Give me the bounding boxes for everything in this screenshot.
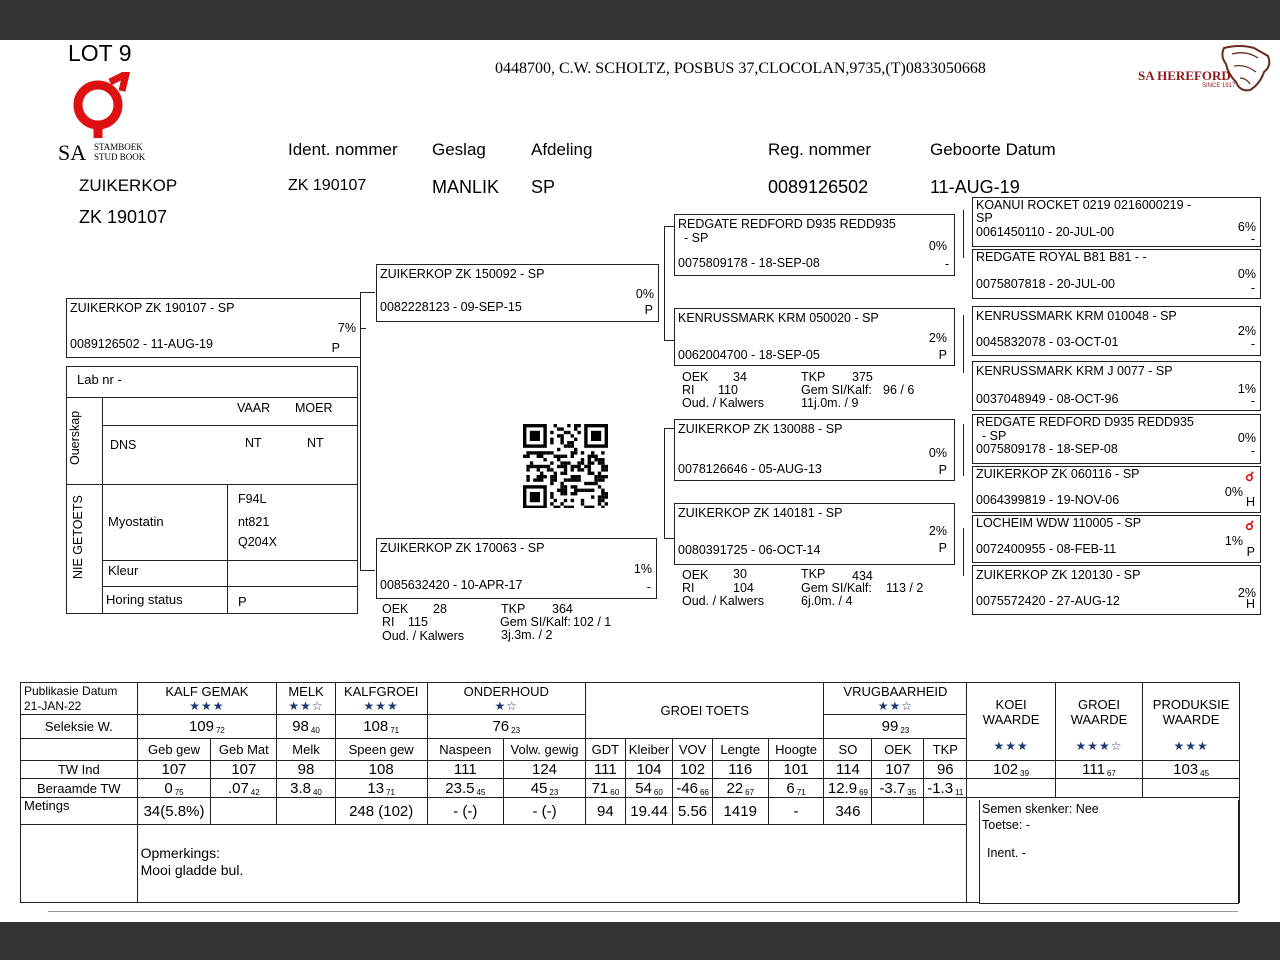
- met-value: 5.56: [673, 798, 713, 825]
- dd-status: P: [938, 541, 947, 555]
- gender-header: Geslag: [432, 140, 486, 159]
- birth-header: Geboorte Datum: [930, 140, 1056, 159]
- connector-sire-top: [664, 226, 674, 227]
- col-header: Geb Mat: [211, 739, 277, 761]
- connector-dam-bottom: [664, 538, 674, 539]
- division-header: Afdeling: [531, 140, 593, 159]
- dd-ri-value: 104: [733, 581, 754, 595]
- melk-header: MELK: [288, 683, 324, 699]
- groei-stars: ★★★☆: [1075, 739, 1123, 753]
- sire-ri-value: 110: [718, 383, 738, 397]
- g7-pct: 1%: [1224, 534, 1243, 548]
- vaar-header: VAAR: [237, 401, 271, 415]
- g7-status: P: [1246, 545, 1255, 559]
- dam-oek-value: 28: [433, 602, 447, 616]
- met-label: Metings: [21, 798, 138, 825]
- blank-cell: [967, 779, 1055, 798]
- lab-nr: Lab nr -: [77, 372, 122, 387]
- g6-status: H: [1245, 495, 1255, 509]
- pub-cell: [21, 683, 138, 715]
- groei-waarde-1: GROEI: [1078, 697, 1120, 712]
- ss-name2: - SP: [684, 231, 709, 245]
- lab-left-divider: [102, 397, 103, 613]
- g1-status: -: [1250, 232, 1255, 246]
- dd-oek-value: 30: [733, 567, 747, 581]
- g6-name: ZUIKERKOP ZK 060116 - SP: [976, 467, 1140, 481]
- btw-value: 54 $_{60}$: [625, 779, 672, 798]
- tw-value: 107: [137, 761, 211, 779]
- col-header: Lengte: [712, 739, 768, 761]
- g3-name: KENRUSSMARK KRM 010048 - SP: [976, 309, 1177, 323]
- ds-line2: 0078126646 - 05-AUG-13: [678, 462, 822, 476]
- groei-tw: 111 $_{67}$: [1055, 761, 1142, 779]
- dam-age-value: 3j.3m. / 2: [501, 628, 553, 642]
- horing-divider: [102, 586, 357, 587]
- ss-name: REDGATE REDFORD D935 REDD935: [678, 217, 896, 231]
- sire-oek-label: OEK: [682, 370, 709, 384]
- dd-pct: 2%: [928, 524, 947, 538]
- dam-name: ZUIKERKOP ZK 170063 - SP: [380, 541, 545, 555]
- tw-value: 114: [824, 761, 872, 779]
- self-name: ZUIKERKOP ZK 190107 - SP: [70, 301, 235, 315]
- koei-stars: ★★★: [993, 739, 1029, 753]
- animal-division: SP: [531, 177, 556, 197]
- kalfgroei-stars: ★★★: [363, 698, 399, 713]
- sire-oek-value: 34: [733, 370, 747, 384]
- kleur-divider: [102, 560, 357, 561]
- blank-header: [21, 739, 138, 761]
- kleur-label: Kleur: [108, 563, 139, 578]
- g1-pct: 6%: [1237, 220, 1256, 234]
- produksie-waarde-1: PRODUKSIE: [1152, 697, 1230, 712]
- opm-blank: [21, 825, 138, 903]
- prod-tw: 103 $_{45}$: [1143, 761, 1240, 779]
- g3-status: -: [1250, 337, 1255, 351]
- dns-moer: NT: [307, 436, 324, 450]
- seleksie-kalf: 109 $_{72}$: [137, 715, 277, 739]
- met-value: [277, 798, 336, 825]
- connector-ss: [963, 210, 964, 258]
- horing-label: Horing status: [106, 592, 183, 607]
- g3-line2: 0045832078 - 03-OCT-01: [976, 335, 1119, 349]
- btw-value: 12.9 $_{69}$: [824, 779, 872, 798]
- dns-vaar: NT: [245, 436, 262, 450]
- col-header: Hoogte: [768, 739, 824, 761]
- pedigree-sire-sire[interactable]: [674, 214, 955, 276]
- vrug-stars: ★★☆: [877, 698, 914, 713]
- col-header: Geb gew: [137, 739, 211, 761]
- animal-ident: ZK 190107: [288, 177, 367, 194]
- opmerkings-text: Mooi gladde bul.: [140, 862, 244, 878]
- dd-gem-value: 113 / 2: [886, 581, 924, 595]
- g5-line2: 0075809178 - 18-SEP-08: [976, 442, 1118, 456]
- lot-number: LOT 9: [68, 40, 132, 66]
- sd-pct: 2%: [928, 331, 947, 345]
- connector-self-dam: [360, 570, 375, 571]
- studbook-logo: [60, 72, 160, 164]
- dam-status: -: [646, 580, 651, 594]
- dam-pct: 1%: [633, 562, 652, 576]
- pedigree-self[interactable]: [66, 298, 361, 358]
- sd-status: P: [938, 348, 947, 362]
- kalf-gemak-header: KALF GEMAK: [165, 683, 249, 699]
- seleksie-label: Seleksie W.: [21, 715, 138, 739]
- vrug-header: VRUGBAARHEID: [843, 683, 948, 699]
- g7-line2: 0072400955 - 08-FEB-11: [976, 542, 1117, 556]
- btw-label: Beraamde TW: [21, 779, 138, 798]
- pedigree-g1[interactable]: [972, 197, 1261, 247]
- connector-sire-bottom: [664, 340, 674, 341]
- g8-name: ZUIKERKOP ZK 120130 - SP: [976, 568, 1141, 582]
- kalfgroei-header: KALFGROEI: [343, 683, 419, 699]
- met-value: [211, 798, 277, 825]
- pedigree-dam-dam[interactable]: [674, 503, 955, 565]
- pedigree-g4[interactable]: [972, 361, 1261, 411]
- ss-status: -: [944, 257, 949, 271]
- pedigree-g2[interactable]: [972, 249, 1261, 299]
- myostatin-value-3: Q204X: [238, 535, 277, 549]
- produksie-waarde-cell: [1143, 683, 1240, 761]
- g1-name2: SP: [976, 211, 993, 225]
- connector-sire: [664, 226, 665, 340]
- melk-stars: ★★☆: [288, 698, 324, 713]
- dam-ri-value: 115: [408, 615, 428, 629]
- animal-name: ZUIKERKOP: [79, 176, 178, 195]
- sire-tkp-label: TKP: [801, 370, 826, 384]
- produksie-waarde-2: WAARDE: [1162, 712, 1220, 727]
- reg-header: Reg. nommer: [768, 140, 871, 159]
- col-header: TKP: [924, 739, 967, 761]
- col-header: Volw. gewig: [504, 739, 586, 761]
- sire-age-value: 11j.0m. / 9: [801, 396, 859, 410]
- g8-status: H: [1245, 597, 1255, 611]
- dd-oek-label: OEK: [682, 568, 709, 582]
- bottom-bar: [0, 922, 1280, 960]
- dam-tkp-label: TKP: [501, 602, 526, 616]
- dam-gem-label: Gem SI/Kalf:: [500, 615, 571, 629]
- dam-oek-label: OEK: [382, 602, 409, 616]
- value-col-divider: [227, 484, 228, 614]
- opmerkings-label: Opmerkings:: [140, 845, 220, 861]
- g2-name: REDGATE ROYAL B81 B81 - -: [976, 250, 1147, 264]
- sire-line2: 0082228123 - 09-SEP-15: [380, 300, 522, 314]
- pedigree-g6[interactable]: [972, 466, 1261, 513]
- pedigree-g5[interactable]: [972, 414, 1261, 464]
- sire-oud-label: Oud. / Kalwers: [682, 396, 764, 410]
- btw-value: 71 $_{60}$: [585, 779, 625, 798]
- btw-value: 0 $_{75}$: [137, 779, 211, 798]
- btw-value: 6 $_{71}$: [768, 779, 824, 798]
- connector-sd: [963, 315, 964, 373]
- btw-value: 22 $_{67}$: [712, 779, 768, 798]
- onderhoud-header: ONDERHOUD: [463, 683, 549, 699]
- tw-value: 104: [625, 761, 672, 779]
- studbook-sa: SA: [58, 140, 87, 165]
- tw-value: 96: [924, 761, 967, 779]
- dam-ri-label: RI: [382, 615, 395, 629]
- inent: Inent. -: [987, 846, 1026, 860]
- tw-value: 98: [277, 761, 336, 779]
- g2-status: -: [1250, 281, 1255, 295]
- moer-header: MOER: [295, 401, 333, 415]
- met-value: 94: [585, 798, 625, 825]
- g1-name: KOANUI ROCKET 0219 0216000219 -: [976, 198, 1192, 212]
- btw-value: 23.5 $_{45}$: [427, 779, 504, 798]
- onderhoud-stars: ★☆: [494, 698, 518, 713]
- btw-value: -46 $_{66}$: [673, 779, 713, 798]
- col-header: Kleiber: [625, 739, 672, 761]
- dns-divider-top: [102, 425, 357, 426]
- self-line2: 0089126502 - 11-AUG-19: [70, 337, 213, 351]
- dd-tkp-value: 434: [852, 569, 873, 583]
- animal-gender: MANLIK: [432, 177, 500, 197]
- pedigree-g7[interactable]: [972, 515, 1261, 563]
- myostatin-value-2: nt821: [238, 515, 270, 529]
- ds-status: P: [938, 463, 947, 477]
- g6-line2: 0064399819 - 19-NOV-06: [976, 493, 1120, 507]
- sire-ri-label: RI: [682, 383, 695, 397]
- dam-tkp-value: 364: [552, 602, 573, 616]
- ouerskap-label: Ouerskap: [68, 410, 82, 465]
- tw-value: 111: [427, 761, 504, 779]
- kalfgroei-cell: [335, 683, 427, 715]
- lab-divider: [67, 397, 357, 398]
- btw-value: -1.3 $_{11}$: [924, 779, 967, 798]
- opmerkings-cell: [137, 825, 967, 903]
- koei-waarde-2: WAARDE: [982, 712, 1040, 727]
- connector-self-sire: [360, 292, 375, 293]
- met-value: 19.44: [625, 798, 672, 825]
- blank-cell: [1055, 779, 1142, 798]
- dam-gem-value: 102 / 1: [573, 615, 612, 629]
- g8-line2: 0075572420 - 27-AUG-12: [976, 594, 1120, 608]
- tw-value: 101: [768, 761, 824, 779]
- connector-dam: [664, 428, 665, 538]
- seleksie-vrug: 99 $_{23}$: [824, 715, 967, 739]
- self-status: P: [331, 341, 340, 355]
- self-pct: 7%: [337, 321, 356, 335]
- col-header: VOV: [673, 739, 713, 761]
- hereford-name: SA HEREFORD: [1138, 68, 1231, 83]
- dd-age-value: 6j.0m. / 4: [801, 594, 853, 608]
- ss-line2: 0075809178 - 18-SEP-08: [678, 256, 820, 270]
- koei-waarde-1: KOEI: [995, 697, 1027, 712]
- btw-value: 13 $_{71}$: [335, 779, 427, 798]
- tw-value: 116: [712, 761, 768, 779]
- pedigree-g8[interactable]: [972, 565, 1261, 615]
- tw-label: TW Ind: [21, 761, 138, 779]
- ds-name: ZUIKERKOP ZK 130088 - SP: [678, 422, 843, 436]
- pedigree-dam[interactable]: [376, 538, 657, 599]
- met-value: 1419: [712, 798, 768, 825]
- g4-name: KENRUSSMARK KRM J 0077 - SP: [976, 364, 1173, 378]
- g7-name: LOCHEIM WDW 110005 - SP: [976, 516, 1142, 530]
- seleksie-onderhoud: 76 $_{23}$: [427, 715, 585, 739]
- met-value: 34(5.8%): [137, 798, 211, 825]
- dd-tkp-label: TKP: [801, 567, 826, 581]
- g1-line2: 0061450110 - 20-JUL-00: [976, 225, 1115, 239]
- kalf-gemak-cell: [137, 683, 277, 715]
- ouerskap-divider: [67, 484, 357, 485]
- g4-status: -: [1250, 394, 1255, 408]
- qr-code-icon: [523, 424, 609, 508]
- btw-value: 3.8 $_{40}$: [277, 779, 336, 798]
- myostatin-label: Myostatin: [108, 514, 164, 529]
- g6-pct: 0%: [1224, 485, 1243, 499]
- vrug-cell: [824, 683, 967, 715]
- toetse: Toetse: -: [982, 818, 1030, 832]
- studbook-line1: STAMBOEK: [94, 142, 143, 152]
- met-value: -: [768, 798, 824, 825]
- g8-pct: 2%: [1237, 586, 1256, 600]
- connector-dam-top: [664, 428, 674, 429]
- pub-label: Publikasie Datum: [24, 683, 118, 698]
- groei-waarde-cell: [1055, 683, 1142, 761]
- sd-name: KENRUSSMARK KRM 050020 - SP: [678, 311, 879, 325]
- tw-value: 107: [211, 761, 277, 779]
- breeder-line: 0448700, C.W. SCHOLTZ, POSBUS 37,CLOCOLAN,9735,(T)0833050668: [495, 60, 986, 77]
- kalf-gemak-stars: ★★★: [189, 698, 225, 713]
- pedigree-dam-sire[interactable]: [674, 419, 955, 481]
- g6-flag-icon: ☌: [1245, 469, 1254, 484]
- sire-gem-value: 96 / 6: [883, 383, 915, 397]
- connector-ds: [963, 424, 964, 476]
- top-bar: [0, 0, 1280, 40]
- tw-value: 124: [504, 761, 586, 779]
- produksie-stars: ★★★: [1173, 739, 1209, 753]
- sire-gem-label: Gem SI/Kalf:: [801, 383, 872, 397]
- dam-oud-label: Oud. / Kalwers: [382, 629, 464, 643]
- pub-date: 21-JAN-22: [24, 698, 82, 713]
- g5-name: REDGATE REDFORD D935 REDD935: [976, 415, 1194, 429]
- koei-tw: 102 $_{39}$: [967, 761, 1055, 779]
- dd-line2: 0080391725 - 06-OCT-14: [678, 543, 821, 557]
- hereford-since: SINCE 1917: [1202, 83, 1236, 89]
- notes-box: [979, 800, 1239, 904]
- animal-birth: 11-AUG-19: [930, 177, 1020, 197]
- btw-value: -3.7 $_{35}$: [872, 779, 924, 798]
- ident-header: Ident. nommer: [288, 140, 398, 159]
- blank-cell: [1143, 779, 1240, 798]
- connector-dd: [963, 528, 964, 576]
- met-value: [924, 798, 967, 825]
- groei-waarde-2: WAARDE: [1070, 712, 1128, 727]
- g4-line2: 0037048949 - 08-OCT-96: [976, 392, 1119, 406]
- sire-name: ZUIKERKOP ZK 150092 - SP: [380, 267, 545, 281]
- met-value: - (-): [427, 798, 504, 825]
- sire-pct: 0%: [635, 287, 654, 301]
- col-header: Naspeen: [427, 739, 504, 761]
- btw-value: 45 $_{23}$: [504, 779, 586, 798]
- g5-status: -: [1250, 444, 1255, 458]
- pedigree-g3[interactable]: [972, 306, 1261, 356]
- onderhoud-cell: [427, 683, 585, 715]
- animal-reg: 0089126502: [768, 177, 869, 197]
- tw-value: 107: [872, 761, 924, 779]
- myostatin-value-1: F94L: [238, 492, 267, 506]
- tw-value: 102: [673, 761, 713, 779]
- btw-value: .07 $_{42}$: [211, 779, 277, 798]
- groei-toets-header: GROEI TOETS: [585, 683, 824, 739]
- seleksie-melk: 98 $_{40}$: [277, 715, 336, 739]
- met-value: 346: [824, 798, 872, 825]
- semen-skenker: Semen skenker: Nee: [982, 802, 1099, 816]
- met-value: - (-): [504, 798, 586, 825]
- col-header: GDT: [585, 739, 625, 761]
- col-header: SO: [824, 739, 872, 761]
- dam-line2: 0085632420 - 10-APR-17: [380, 578, 523, 592]
- koei-waarde-cell: [967, 683, 1055, 761]
- col-header: Speen gew: [335, 739, 427, 761]
- dd-name: ZUIKERKOP ZK 140181 - SP: [678, 506, 843, 520]
- ss-pct: 0%: [928, 239, 947, 253]
- g5-pct: 0%: [1237, 431, 1256, 445]
- met-value: 248 (102): [335, 798, 427, 825]
- sd-line2: 0062004700 - 18-SEP-05: [678, 348, 820, 362]
- footer-rule: [48, 911, 1238, 912]
- col-header: OEK: [872, 739, 924, 761]
- g4-pct: 1%: [1237, 382, 1256, 396]
- dd-ri-label: RI: [682, 581, 695, 595]
- ds-pct: 0%: [928, 446, 947, 460]
- pedigree-sire-dam[interactable]: [674, 308, 955, 366]
- nie-getoets-label: NIE GETOETS: [71, 495, 85, 579]
- g3-pct: 2%: [1237, 324, 1256, 338]
- hereford-logo: [1136, 42, 1276, 94]
- g2-pct: 0%: [1237, 267, 1256, 281]
- col-header: Melk: [277, 739, 336, 761]
- seleksie-kalfgroei: 108 $_{71}$: [335, 715, 427, 739]
- dd-oud-label: Oud. / Kalwers: [682, 594, 764, 608]
- animal-code: ZK 190107: [79, 207, 168, 227]
- tw-value: 108: [335, 761, 427, 779]
- dd-gem-label: Gem SI/Kalf:: [801, 581, 872, 595]
- g5-name2: - SP: [982, 429, 1007, 443]
- met-value: [872, 798, 924, 825]
- qr-code[interactable]: [523, 424, 609, 508]
- lab-box: [66, 366, 358, 614]
- horing-value: P: [238, 594, 247, 609]
- g2-line2: 0075807818 - 20-JUL-00: [976, 277, 1115, 291]
- melk-cell: [277, 683, 336, 715]
- sire-tkp-value: 375: [852, 370, 873, 384]
- dns-label: DNS: [110, 438, 137, 452]
- pedigree-sire[interactable]: [376, 264, 659, 322]
- sire-status: P: [644, 303, 653, 317]
- g7-flag-icon: ☌: [1245, 518, 1254, 533]
- studbook-line2: STUD BOOK: [94, 152, 146, 162]
- tw-value: 111: [585, 761, 625, 779]
